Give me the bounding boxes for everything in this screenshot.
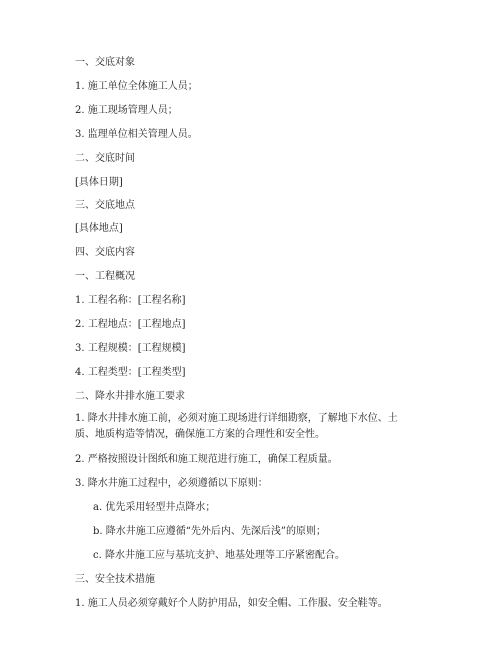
paragraph: 1. 降水井排水施工前，必须对施工现场进行详细勘察，了解地下水位、土质、地质构造等情况，确保施工方案的合理性和安全性。	[75, 413, 398, 440]
sub-list-item: b. 降水井施工应遵循“先外后内、先深后浅”的原则；	[93, 526, 326, 537]
list-item: 1. 施工单位全体施工人员；	[75, 81, 198, 92]
list-item: 1. 施工人员必须穿戴好个人防护用品，如安全帽、工作服、安全鞋等。	[75, 598, 388, 609]
placeholder-location: [具体地点]	[75, 223, 123, 234]
section-heading-jiaodi-neirong: 四、交底内容	[75, 247, 135, 258]
list-item: 2. 工程地点：[工程地点]	[75, 319, 186, 330]
section-heading-jiaodi-duixiang: 一、交底对象	[75, 57, 135, 68]
subsection-heading-gongcheng-gaikuang: 一、工程概况	[75, 271, 135, 282]
section-heading-jiaodi-didian: 三、交底地点	[75, 200, 135, 211]
sub-list-item: c. 降水井施工应与基坑支护、地基处理等工序紧密配合。	[93, 550, 345, 561]
section-heading-jiaodi-shijian: 二、交底时间	[75, 153, 135, 164]
list-item: 2. 施工现场管理人员；	[75, 105, 178, 116]
list-item: 2. 严格按照设计图纸和施工规范进行施工，确保工程质量。	[75, 454, 338, 465]
list-item: 4. 工程类型：[工程类型]	[75, 367, 186, 378]
sub-list-item: a. 优先采用轻型井点降水；	[93, 502, 216, 513]
subsection-heading-anquan-cuoshi: 三、安全技术措施	[75, 574, 155, 585]
list-item: 3. 降水井施工过程中，必须遵循以下原则：	[75, 478, 268, 489]
subsection-heading-shigong-yaoqiu: 二、降水井排水施工要求	[75, 391, 185, 402]
list-item: 1. 工程名称：[工程名称]	[75, 295, 186, 306]
placeholder-date: [具体日期]	[75, 177, 123, 188]
list-item: 3. 监理单位相关管理人员。	[75, 129, 198, 140]
list-item: 3. 工程规模：[工程规模]	[75, 343, 186, 354]
